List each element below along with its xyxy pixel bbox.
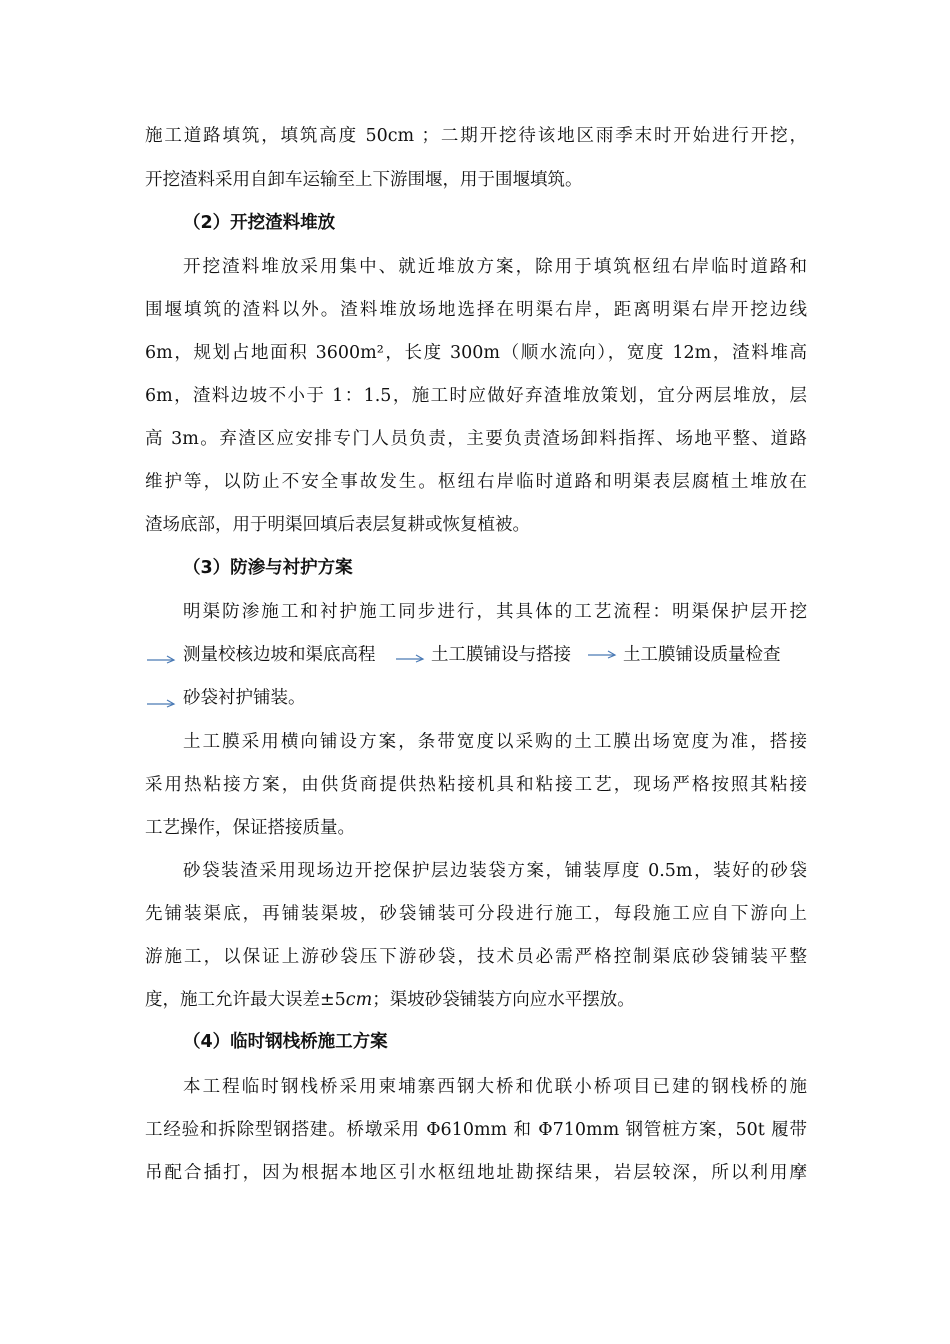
paragraph-line: 先铺装渠底，再铺装渠坡，砂袋铺装可分段进行施工，每段施工应自下游向上 bbox=[145, 904, 807, 924]
paragraph-line: 砂袋装渣采用现场边开挖保护层边装袋方案，铺装厚度 0.5m，装好的砂袋 bbox=[183, 861, 807, 881]
paragraph-line: 本工程临时钢栈桥采用柬埔寨西钢大桥和优联小桥项目已建的钢栈桥的施 bbox=[183, 1077, 807, 1097]
paragraph-line: 工经验和拆除型钢搭建。桥墩采用 Φ610mm 和 Φ710mm 钢管桩方案，50t 履带 bbox=[145, 1120, 807, 1140]
section-heading-2: （2）开挖渣料堆放 bbox=[183, 213, 336, 233]
paragraph-line: 开挖渣料采用自卸车运输至上下游围堰，用于围堰填筑。 bbox=[145, 170, 583, 190]
paragraph-line: 土工膜采用横向铺设方案，条带宽度以采购的土工膜出场宽度为准，搭接 bbox=[183, 732, 807, 752]
paragraph-line: 采用热粘接方案，由供货商提供热粘接机具和粘接工艺，现场严格按照其粘接 bbox=[145, 775, 807, 795]
paragraph-line: 6m，规划占地面积 3600m²，长度 300m（顺水流向），宽度 12m，渣料堆高 bbox=[145, 343, 807, 363]
paragraph-line: 度，施工允许最大误差±5𝑐𝑚；渠坡砂袋铺装方向应水平摆放。 bbox=[145, 990, 635, 1010]
flow-step: 砂袋衬护铺装。 bbox=[183, 688, 306, 708]
arrow-right-icon bbox=[146, 697, 176, 709]
arrow-right-icon bbox=[395, 652, 425, 664]
paragraph-line: 6m，渣料边坡不小于 1：1.5，施工时应做好弃渣堆放策划，宜分两层堆放，层 bbox=[145, 386, 807, 406]
flow-step: 测量校核边坡和渠底高程 bbox=[183, 645, 376, 665]
paragraph-line: 施工道路填筑，填筑高度 50cm ；二期开挖待该地区雨季末时开始进行开挖， bbox=[145, 126, 807, 146]
paragraph-line: 维护等，以防止不安全事故发生。枢纽右岸临时道路和明渠表层腐植土堆放在 bbox=[145, 472, 807, 492]
section-heading-3: （3）防渗与衬护方案 bbox=[183, 558, 353, 578]
paragraph-line: 围堰填筑的渣料以外。渣料堆放场地选择在明渠右岸，距离明渠右岸开挖边线 bbox=[145, 300, 807, 320]
paragraph-line: 明渠防渗施工和衬护施工同步进行，其具体的工艺流程：明渠保护层开挖 bbox=[183, 602, 807, 622]
paragraph-line: 高 3m。弃渣区应安排专门人员负责，主要负责渣场卸料指挥、场地平整、道路 bbox=[145, 429, 807, 449]
flow-step: 土工膜铺设质量检查 bbox=[623, 645, 781, 665]
section-heading-4: （4）临时钢栈桥施工方案 bbox=[183, 1032, 388, 1052]
paragraph-line: 工艺操作，保证搭接质量。 bbox=[145, 818, 355, 838]
arrow-right-icon bbox=[587, 648, 617, 660]
paragraph-line: 吊配合插打，因为根据本地区引水枢纽地址勘探结果，岩层较深，所以利用摩 bbox=[145, 1163, 807, 1183]
paragraph-line: 游施工，以保证上游砂袋压下游砂袋，技术员必需严格控制渠底砂袋铺装平整 bbox=[145, 947, 807, 967]
flow-step: 土工膜铺设与搭接 bbox=[431, 645, 571, 665]
arrow-right-icon bbox=[146, 653, 176, 665]
paragraph-line: 渣场底部，用于明渠回填后表层复耕或恢复植被。 bbox=[145, 515, 530, 535]
paragraph-line: 开挖渣料堆放采用集中、就近堆放方案，除用于填筑枢纽右岸临时道路和 bbox=[183, 257, 807, 277]
